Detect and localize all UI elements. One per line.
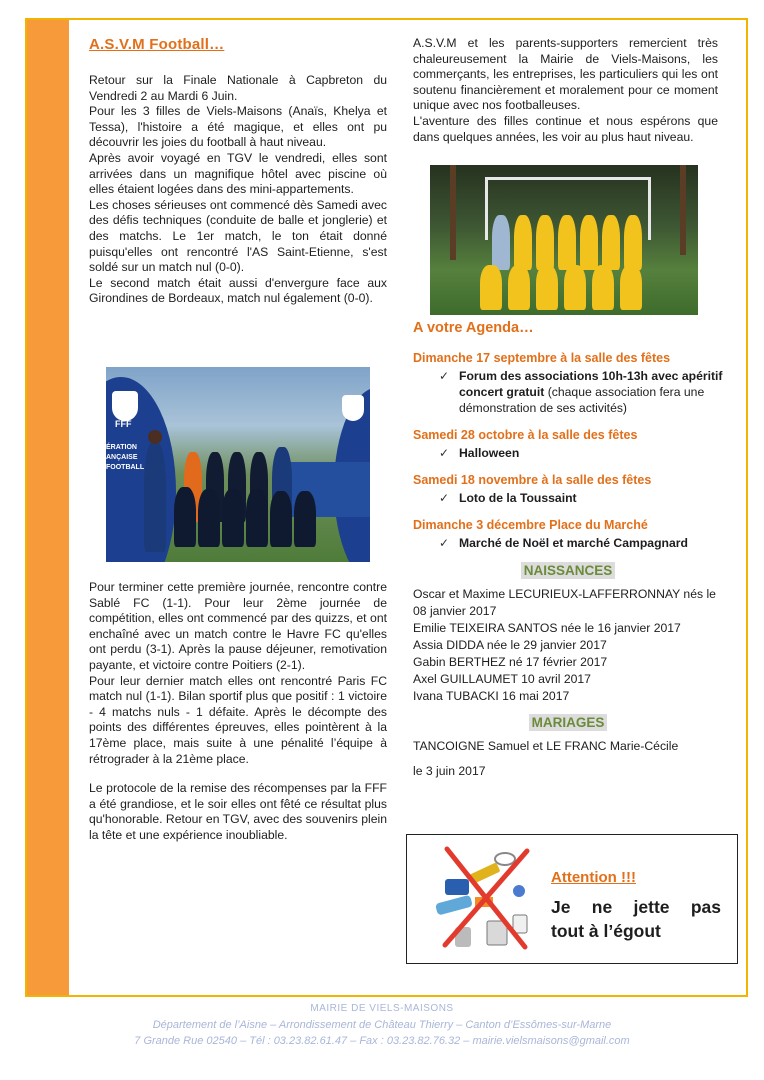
agenda-item	[439, 490, 723, 506]
birth-entry: Axel GUILLAUMET 10 avril 2017	[413, 672, 591, 686]
fff-banner-label: FFF	[115, 419, 132, 429]
player-figure	[602, 215, 620, 270]
agenda-item	[439, 445, 723, 461]
player-figure	[174, 487, 196, 547]
orange-sidebar-bar	[27, 20, 69, 995]
player-figure	[514, 215, 532, 270]
agenda-title: A votre Agenda…	[413, 320, 534, 336]
agenda-date: Dimanche 17 septembre à la salle des fêtes	[413, 351, 671, 365]
mariages-heading-label: MARIAGES	[529, 714, 608, 731]
footer	[0, 1001, 764, 1049]
agenda-date: Samedi 18 novembre à la salle des fêtes	[413, 473, 652, 487]
checkmark-icon: ✓	[439, 491, 450, 505]
checkmark-icon: ✓	[439, 369, 450, 383]
attention-title: Attention !!!	[551, 869, 636, 886]
spacer	[89, 767, 387, 781]
player-figure	[198, 489, 220, 547]
player-figure	[580, 215, 598, 270]
team-photo-yellow	[430, 165, 698, 315]
agenda-item-bold: Forum des associations 10h-13h avec apéritif concert gratuit	[459, 369, 723, 399]
left-column-lower	[89, 580, 387, 844]
no-dumping-illustration	[415, 839, 545, 959]
player-figure	[480, 265, 502, 310]
agenda-item	[439, 535, 723, 551]
player-figure	[246, 489, 268, 547]
agenda-item-bold: Halloween	[459, 446, 520, 460]
agenda-item-rest: (chaque association fera une démonstration de ses activités)	[459, 385, 705, 415]
article-title: A.S.V.M Football…	[89, 36, 225, 53]
birth-entry: Gabin BERTHEZ né 17 février 2017	[413, 655, 608, 669]
article-paragraph: Le protocole de la remise des récompenses par la FFF a été grandiose, et le soir elles ont fêté ce résultat plus qu'honorable. Retour en TGV, avec des souvenirs plein la tête et une expérience inoubliable.	[89, 781, 387, 842]
adventure-paragraph: L'aventure des filles continue et nous espérons que dans quelques années, les voir au plus haut niveau.	[413, 113, 718, 144]
article-paragraph: Pour terminer cette première journée, rencontre contre Sablé FC (1-1). Pour leur 2ème journée de compétition, elles ont commencé par des quizzs, et ont enchaîné avec un match contre le Havre FC qu'elles ont perdu (3-1). Après la pause déjeuner, remotivation payante, et victoire contre Poitiers (2-1).	[89, 580, 387, 672]
fff-logo-icon-right	[342, 395, 364, 421]
marriage-entry: le 3 juin 2017	[413, 764, 486, 778]
article-paragraph: Pour les 3 filles de Viels-Maisons (Anaïs, Khelya et Tessa), l'histoire a été magique, et elles ont pu découvrir les joies du football à haut niveau.	[89, 104, 387, 150]
article-paragraph: Le second match était aussi d'envergure face aux Girondines de Bordeaux, match nul également (0-0).	[89, 275, 387, 306]
player-figure	[294, 491, 316, 547]
player-figure	[558, 215, 576, 270]
team-photo-fff	[106, 367, 370, 562]
footer-mairie: MAIRIE DE VIELS-MAISONS	[310, 1003, 454, 1014]
fff-logo-icon	[112, 391, 138, 421]
naissances-heading	[413, 563, 723, 578]
attention-line-2: tout à l’égout	[551, 921, 661, 941]
thanks-paragraph: A.S.V.M et les parents-supporters remercient très chaleureusement la Mairie de Viels-Maisons, les commerçants, les entreprises, les particuliers qui les ont soutenu financièrement et moralement pour ce moment unique avec nos footballeuses.	[413, 36, 718, 113]
article-paragraph: Les choses sérieuses ont commencé dès Samedi avec des défis techniques (conduite de balle et jonglerie) et des matchs. Le 1er match, le ton était donné puisqu'elles ont rencontré l'AS Saint-Etienne, s'est soldé sur un match nul (0-0).	[89, 197, 387, 275]
mariages-heading	[413, 715, 723, 730]
player-figure	[492, 215, 510, 270]
red-cross-icon	[445, 849, 527, 947]
footer-line-2: 7 Grande Rue 02540 – Tél : 03.23.82.61.47 – Fax : 03.23.82.76.32 – mairie.vielsmaisons@gmail.com	[134, 1035, 630, 1047]
article-paragraph: Pour leur dernier match elles ont rencontré Paris FC match nul (1-1). Bilan sportif plus que positif : 1 victoire - 4 matchs nuls - 1 défaite. Après le décompte des points des différentes épreuves, elles pointèrent à la 17ème place, mais suite à une pénalité l’équipe à rétrograder à la 21ème place.	[89, 673, 387, 766]
attention-body	[551, 895, 721, 943]
agenda-item-bold: Marché de Noël et marché Campagnard	[459, 536, 688, 550]
player-figure	[592, 265, 614, 310]
agenda-item-bold: Loto de la Toussaint	[459, 491, 577, 505]
footer-line-1: Département de l’Aisne – Arrondissement de Château Thierry – Canton d’Essômes-sur-Marne	[152, 1019, 612, 1031]
checkmark-icon: ✓	[439, 446, 450, 460]
agenda-date: Dimanche 3 décembre Place du Marché	[413, 518, 648, 532]
birth-entry: Ivana TUBACKI 16 mai 2017	[413, 689, 570, 703]
agenda-date: Samedi 28 octobre à la salle des fêtes	[413, 428, 638, 442]
player-figure	[536, 265, 558, 310]
birth-entry: Oscar et Maxime LECURIEUX-LAFFERRONNAY nés le 08 janvier 2017	[413, 587, 716, 618]
player-figure	[564, 265, 586, 310]
article-paragraph: Retour sur la Finale Nationale à Capbreton du Vendredi 2 au Mardi 6 Juin.	[89, 73, 387, 103]
player-figure	[144, 442, 166, 552]
player-figure	[222, 489, 244, 547]
tree-trunk	[450, 165, 456, 260]
attention-box	[406, 834, 738, 964]
left-column	[89, 36, 387, 307]
article-paragraph: Après avoir voyagé en TGV le vendredi, elles sont arrivées dans un magnifique hôtel avec piscine où elles étaient logées dans des mini-appartements.	[89, 150, 387, 197]
birth-entry: Assia DIDDA née le 29 janvier 2017	[413, 638, 607, 652]
right-column-top	[413, 36, 718, 145]
right-column-lower	[413, 310, 723, 780]
agenda-item	[439, 368, 723, 416]
marriage-entry: TANCOIGNE Samuel et LE FRANC Marie-Cécile	[413, 739, 679, 753]
player-figure	[270, 491, 292, 547]
player-figure	[508, 265, 530, 310]
checkmark-icon: ✓	[439, 536, 450, 550]
player-head	[148, 430, 162, 444]
tree-trunk	[680, 165, 686, 255]
player-figure	[536, 215, 554, 270]
birth-entry: Emilie TEIXEIRA SANTOS née le 16 janvier 2017	[413, 621, 681, 635]
player-figure	[624, 215, 642, 270]
fff-banner-text: ÉRATION ANÇAISE FOOTBALL	[106, 444, 145, 471]
naissances-heading-label: NAISSANCES	[521, 562, 616, 579]
attention-line-1: Je ne jette pas	[551, 897, 721, 917]
player-figure	[620, 265, 642, 310]
